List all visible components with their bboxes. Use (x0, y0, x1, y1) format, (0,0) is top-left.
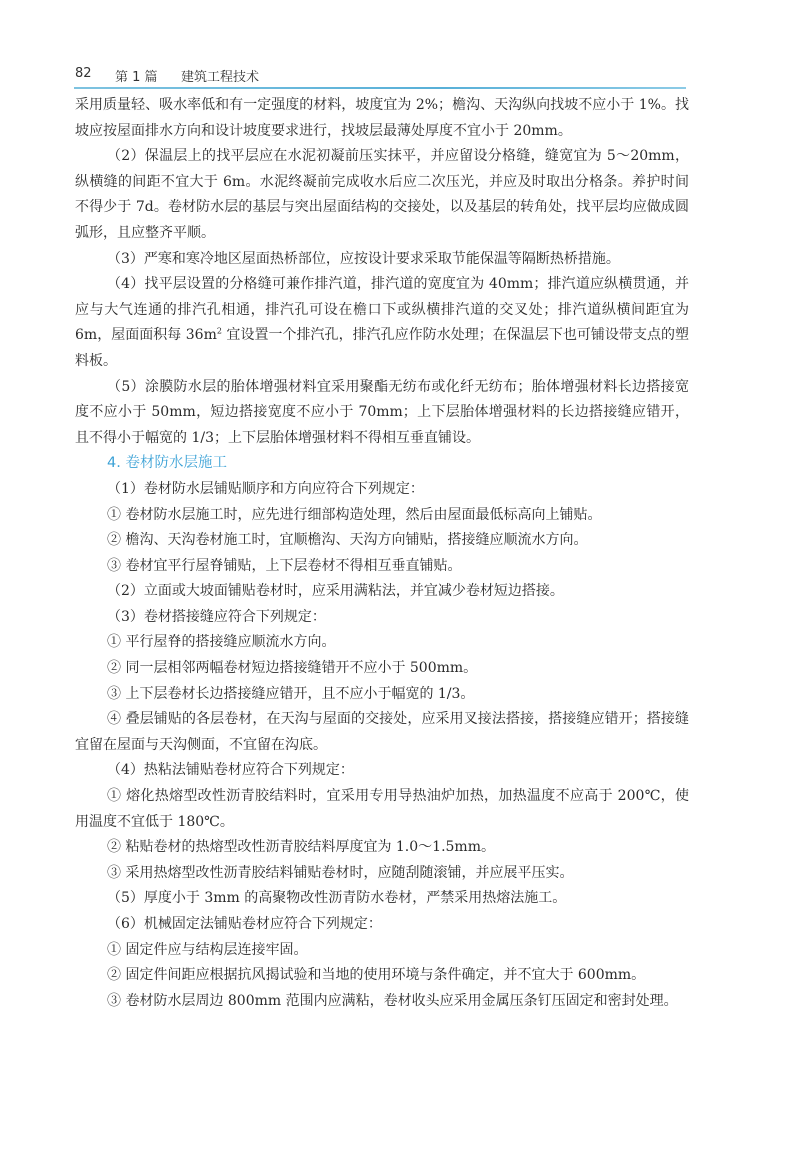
rule-subitem: ① 熔化热熔型改性沥青胶结料时，宜采用专用导热油炉加热，加热温度不应高于 200℃，使用温度不宜低于 180℃。 (75, 788, 689, 830)
rule-item: （6）机械固定法铺贴卷材应符合下列规定： (107, 916, 382, 932)
rule-subitem: ① 固定件应与结构层连接牢固。 (107, 941, 308, 958)
rule-subitem: ① 平行屋脊的搭接缝应顺流水方向。 (107, 634, 336, 651)
part-label: 第 1 篇 (115, 70, 158, 85)
rule-subitem: ③ 卷材防水层周边 800mm 范围内应满粘，卷材收头应采用金属压条钉压固定和密封处理。 (107, 992, 678, 1009)
rule-item: （2）立面或大坡面铺贴卷材时，应采用满粘法，并宜减少卷材短边搭接。 (107, 583, 564, 600)
rule-item: （3）卷材搭接缝应符合下列规定： (107, 608, 326, 625)
rule-subitem: ③ 卷材宜平行屋脊铺贴，上下层卷材不得相互垂直铺贴。 (107, 557, 462, 574)
paragraph-text: （4）找平层设置的分格缝可兼作排汽道，排汽道的宽度宜为 40mm；排汽道应纵横贯通，并应与大气连通的排汽孔相通，排汽孔可设在檐口下或纵横排汽道的交叉处；排汽道纵横间距宜为 6m，屋面面积每 36m (75, 276, 689, 344)
part-title: 建筑工程技术 (181, 70, 260, 85)
rule-item: （5）厚度小于 3mm 的高聚物改性沥青防水卷材，严禁采用热熔法施工。 (107, 890, 567, 907)
page-number: 82 (75, 66, 92, 81)
header-divider (74, 87, 686, 89)
paragraph-item-3: （3）严寒和寒冷地区屋面热桥部位，应按设计要求采取节能保温等隔断热桥措施。 (107, 250, 620, 267)
paragraph-text: 宜设置一个排汽孔，排汽孔应作防水处理；在保温层下也可铺设带支点的塑料板。 (75, 327, 689, 369)
paragraph-item-2: （2）保温层上的找平层应在水泥初凝前压实抹平，并应留设分格缝，缝宽宜为 5～20mm，纵横缝的间距不宜大于 6m。水泥终凝前完成收水后应二次压光，并应及时取出分格条。养护时间不得少于 7d。卷材防水层的基层与突出屋面结构的交接处，以及基层的转角处，找平层均应做成圆弧形，且应整齐平顺。 (75, 148, 689, 241)
superscript: 2 (216, 326, 222, 336)
paragraph-continuation: 采用质量轻、吸水率低和有一定强度的材料，坡度宜为 2%；檐沟、天沟纵向找坡不应小于 1%。找坡应按屋面排水方向和设计坡度要求进行，找坡层最薄处厚度不宜小于 20mm。 (75, 97, 689, 139)
paragraph-item-5: （5）涂膜防水层的胎体增强材料宜采用聚酯无纺布或化纤无纺布；胎体增强材料长边搭接宽度不应小于 50mm，短边搭接宽度不应小于 70mm；上下层胎体增强材料的长边搭接缝应错开，且不得小于幅宽的 1/3；上下层胎体增强材料不得相互垂直铺设。 (75, 378, 689, 446)
rule-subitem: ② 檐沟、天沟卷材施工时，宜顺檐沟、天沟方向铺贴，搭接缝应顺流水方向。 (107, 532, 588, 549)
rule-subitem: ① 卷材防水层施工时，应先进行细部构造处理，然后由屋面最低标高向上铺贴。 (107, 506, 602, 523)
rule-subitem: ③ 采用热熔型改性沥青胶结料铺贴卷材时，应随刮随滚铺，并应展平压实。 (107, 864, 574, 881)
rule-item: （1）卷材防水层铺贴顺序和方向应符合下列规定： (107, 480, 424, 497)
paragraph-item-4 (75, 272, 689, 374)
section-heading: 4. 卷材防水层施工 (107, 455, 227, 472)
rule-subitem: ② 固定件间距应根据抗风揭试验和当地的使用环境与条件确定，并不宜大于 600mm。 (107, 967, 646, 984)
rule-subitem: ② 粘贴卷材的热熔型改性沥青胶结料厚度宜为 1.0～1.5mm。 (107, 839, 495, 856)
page-body (75, 93, 689, 1014)
rule-item: （4）热粘法铺贴卷材应符合下列规定： (107, 762, 354, 779)
rule-subitem: ④ 叠层铺贴的各层卷材，在天沟与屋面的交接处，应采用叉接法搭接，搭接缝应错开；搭接缝宜留在屋面与天沟侧面，不宜留在沟底。 (75, 711, 689, 753)
rule-subitem: ③ 上下层卷材长边搭接缝应错开，且不应小于幅宽的 1/3。 (107, 685, 475, 702)
rule-subitem: ② 同一层相邻两幅卷材短边搭接缝错开不应小于 500mm。 (107, 660, 478, 677)
running-header (75, 66, 687, 88)
